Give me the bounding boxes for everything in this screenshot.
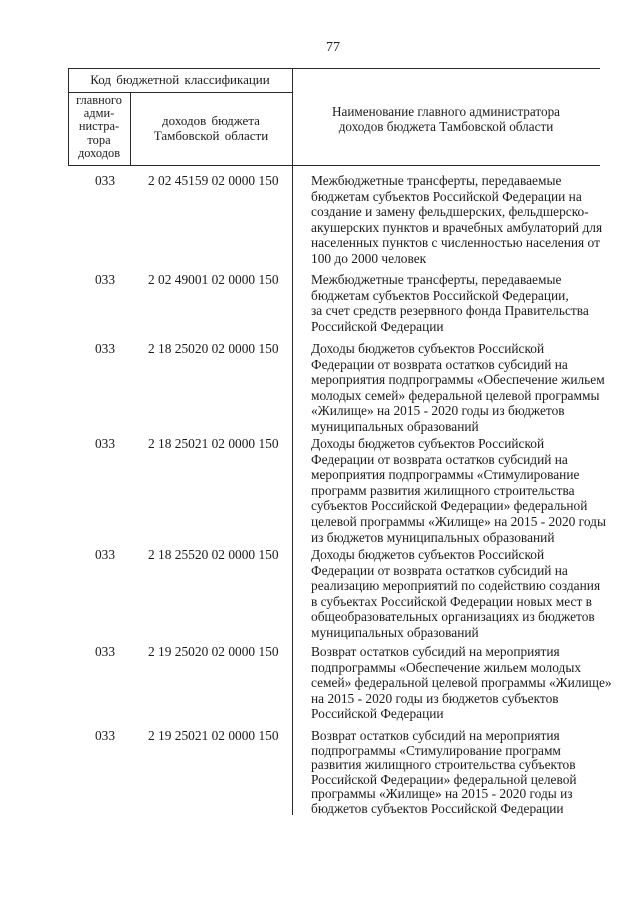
name-line: акушерских пунктов и врачебных амбулаторий для xyxy=(311,219,603,235)
name-line: реализацию мероприятий по содействию создания xyxy=(311,578,601,594)
admin-code-cell: 033 xyxy=(94,272,116,287)
name-line: подпрограммы «Обеспечение жильем молодых xyxy=(311,659,582,675)
name-cell xyxy=(311,547,611,641)
header-line: адми- xyxy=(83,106,115,121)
name-line: создание и замену фельдшерских, фельдшерско- xyxy=(311,204,589,220)
name-line: Межбюджетные трансферты, передаваемые xyxy=(311,173,562,188)
name-line: 100 до 2000 человек xyxy=(311,250,427,266)
name-line: за счет средств резервного фонда Правительства xyxy=(311,303,589,319)
name-line: бюджетам субъектов Российской Федерации, xyxy=(311,287,569,303)
name-line: общеобразовательных организациях из бюджетов xyxy=(311,609,595,625)
name-line: муниципальных образований xyxy=(311,624,479,640)
name-line: Федерации от возврата остатков субсидий на xyxy=(311,451,568,467)
name-line: Российской Федерации xyxy=(311,318,444,334)
admin-code-cell: 033 xyxy=(94,644,116,659)
header-admin-code xyxy=(68,94,130,160)
name-line: из бюджетов муниципальных образований xyxy=(311,529,555,545)
header-line: Тамбовской области xyxy=(153,128,269,143)
header-line: доходов xyxy=(77,145,121,160)
name-line: населенных пунктов с численностью населения от xyxy=(311,235,600,251)
admin-code-cell: 033 xyxy=(94,341,116,356)
name-line: Федерации от возврата остатков субсидий на xyxy=(311,356,568,372)
name-line: Федерации от возврата остатков субсидий на xyxy=(311,562,568,578)
name-line: субъектов Российской Федерации» федеральной xyxy=(311,498,588,514)
header-line: главного xyxy=(76,93,122,107)
name-line: развития жилищного строительства субъектов xyxy=(311,757,576,773)
name-line: Возврат остатков субсидий на мероприятия xyxy=(311,644,560,659)
revenue-code-cell: 2 18 25520 02 0000 150 xyxy=(148,547,279,562)
name-line: подпрограммы «Стимулирование программ xyxy=(311,742,561,758)
name-line: Доходы бюджетов субъектов Российской xyxy=(311,341,545,356)
name-line: муниципальных образований xyxy=(311,418,479,434)
header-line: Наименование главного администратора xyxy=(331,104,561,119)
revenue-code-cell: 2 02 49001 02 0000 150 xyxy=(148,272,279,287)
header-code-group: Код бюджетной классификации xyxy=(90,72,270,87)
header-revenue-code xyxy=(130,113,292,143)
header-line: доходов бюджета xyxy=(162,113,260,128)
table-top-border xyxy=(68,68,600,69)
column-divider-name xyxy=(292,68,293,815)
revenue-code-cell: 2 18 25021 02 0000 150 xyxy=(148,436,279,451)
name-line: на 2015 - 2020 годы из бюджетов субъектов xyxy=(311,690,559,706)
name-line: целевой программы «Жилище» на 2015 - 2020 годы xyxy=(311,513,606,529)
name-line: бюджетов субъектов Российской Федерации xyxy=(311,800,564,816)
header-line: тора xyxy=(87,132,111,147)
name-line: Доходы бюджетов субъектов Российской xyxy=(311,436,545,451)
admin-code-cell: 033 xyxy=(94,547,116,562)
revenue-code-cell: 2 02 45159 02 0000 150 xyxy=(148,173,279,188)
admin-code-cell: 033 xyxy=(94,728,116,743)
admin-code-cell: 033 xyxy=(94,436,116,451)
name-cell xyxy=(311,341,611,435)
name-line: молодых семей» федеральной целевой программы xyxy=(311,387,600,403)
admin-code-cell: 033 xyxy=(94,173,116,188)
page-number: 77 xyxy=(326,40,340,55)
name-line: в субъектах Российской Федерации новых мест в xyxy=(311,593,592,609)
name-line: Российской Федерации» федеральной целевой xyxy=(311,771,577,787)
name-cell xyxy=(311,436,611,545)
name-line: «Жилище» на 2015 - 2020 годы из бюджетов xyxy=(311,403,565,419)
name-line: мероприятия подпрограммы «Обеспечение жильем xyxy=(311,372,605,388)
name-line: мероприятия подпрограммы «Стимулирование xyxy=(311,467,580,483)
name-line: семей» федеральной целевой программы «Жилище» xyxy=(311,675,612,691)
name-cell xyxy=(311,272,611,334)
name-line: программы «Жилище» на 2015 - 2020 годы из xyxy=(311,786,573,802)
revenue-code-cell: 2 19 25020 02 0000 150 xyxy=(148,644,279,659)
header-admin-name xyxy=(292,104,600,134)
header-line: доходов бюджета Тамбовской области xyxy=(338,119,554,134)
name-line: Российской Федерации xyxy=(311,706,444,722)
name-line: бюджетам субъектов Российской Федерации на xyxy=(311,188,582,204)
revenue-code-cell: 2 19 25021 02 0000 150 xyxy=(148,728,279,743)
header-bottom-border xyxy=(68,165,600,166)
name-line: программ развития жилищного строительства xyxy=(311,482,575,498)
header-line: нистра- xyxy=(78,119,120,134)
name-line: Доходы бюджетов субъектов Российской xyxy=(311,547,545,562)
name-line: Возврат остатков субсидий на мероприятия xyxy=(311,728,560,743)
name-cell xyxy=(311,644,611,722)
name-cell xyxy=(311,173,611,267)
revenue-code-cell: 2 18 25020 02 0000 150 xyxy=(148,341,279,356)
name-line: Межбюджетные трансферты, передаваемые xyxy=(311,272,562,287)
name-cell xyxy=(311,729,611,817)
